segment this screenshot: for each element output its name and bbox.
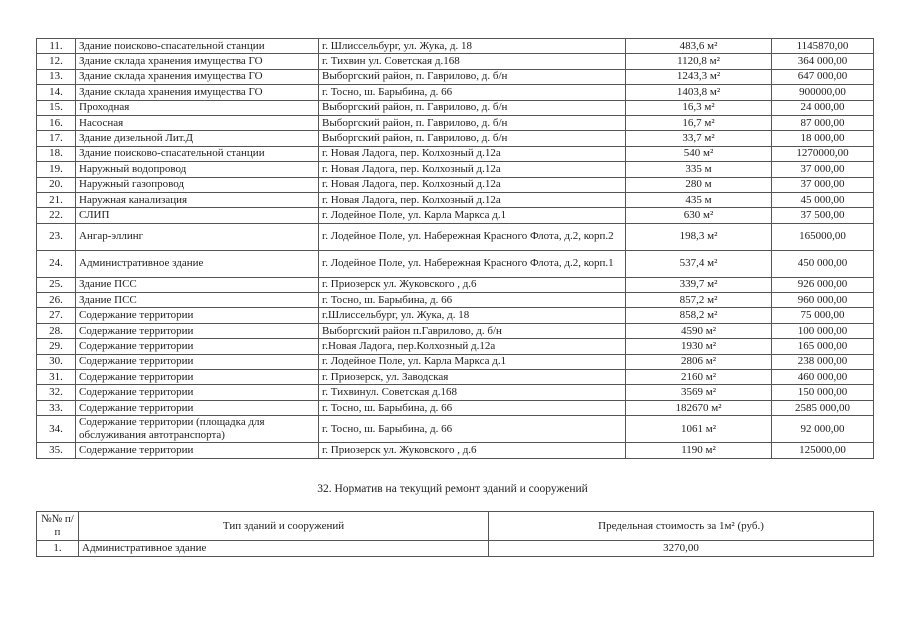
row-number: 28. [37,323,76,338]
row-name: Здание поисково-спасательной станции [76,146,319,161]
row-cost: 960 000,00 [772,293,874,308]
row-address: Выборгский район п.Гаврилово, д. б/н [319,323,626,338]
row-cost: 75 000,00 [772,308,874,323]
row-area: 33,7 м² [626,131,772,146]
row-cost: 1270000,00 [772,146,874,161]
row-name: Содержание территории [76,339,319,354]
objects-table [36,38,874,459]
table-row [37,177,874,192]
row-cost: 18 000,00 [772,131,874,146]
row-number: 17. [37,131,76,146]
table-row [37,208,874,223]
table-row [37,250,874,277]
row-area: 3569 м² [626,385,772,400]
table-row [37,416,874,443]
row-cost: 125000,00 [772,443,874,458]
row-area: 4590 м² [626,323,772,338]
row-address: Выборгский район, п. Гаврилово, д. б/н [319,100,626,115]
table-row [37,323,874,338]
row-address: г. Тосно, ш. Барыбина, д. 66 [319,85,626,100]
row-area: 857,2 м² [626,293,772,308]
row-number: 22. [37,208,76,223]
row-area: 1243,3 м² [626,69,772,84]
row-number: 33. [37,400,76,415]
row-number: 18. [37,146,76,161]
row-address: г. Приозерск, ул. Заводская [319,370,626,385]
row-cost: 37 000,00 [772,177,874,192]
row-area: 335 м [626,162,772,177]
row-name: Ангар-эллинг [76,223,319,250]
table-row [37,192,874,207]
row-area: 858,2 м² [626,308,772,323]
row-number: 35. [37,443,76,458]
row-cost: 900000,00 [772,85,874,100]
row-area: 16,7 м² [626,115,772,130]
row-number: 11. [37,39,76,54]
norm-header-num: №№ п/п [37,512,79,541]
row-address: г. Новая Ладога, пер. Колхозный д.12а [319,162,626,177]
row-area: 2806 м² [626,354,772,369]
table-row [37,146,874,161]
table-row [37,85,874,100]
row-cost: 92 000,00 [772,416,874,443]
table-row [37,339,874,354]
row-cost: 37 500,00 [772,208,874,223]
row-name: Наружный водопровод [76,162,319,177]
table-row [37,223,874,250]
table-row [37,277,874,292]
row-area: 435 м [626,192,772,207]
row-number: 34. [37,416,76,443]
row-address: г. Новая Ладога, пер. Колхозный д.12а [319,177,626,192]
row-cost: 450 000,00 [772,250,874,277]
row-area: 1930 м² [626,339,772,354]
row-address: г. Новая Ладога, пер. Колхозный д.12а [319,146,626,161]
row-number: 24. [37,250,76,277]
row-name: Здание ПСС [76,277,319,292]
table-row [37,54,874,69]
table-row [37,100,874,115]
table-row [37,115,874,130]
row-name: Содержание территории [76,385,319,400]
row-number: 20. [37,177,76,192]
row-number: 30. [37,354,76,369]
row-address: г. Тихвинул. Советская д.168 [319,385,626,400]
norm-header-row [37,512,874,541]
norm-header-type: Тип зданий и сооружений [79,512,489,541]
norm-table [36,511,874,557]
table-row [37,354,874,369]
row-cost: 87 000,00 [772,115,874,130]
table-row [37,293,874,308]
row-cost: 24 000,00 [772,100,874,115]
row-name: Здание склада хранения имущества ГО [76,54,319,69]
row-cost: 150 000,00 [772,385,874,400]
row-area: 1190 м² [626,443,772,458]
table-row [37,443,874,458]
row-cost: 45 000,00 [772,192,874,207]
row-cost: 364 000,00 [772,54,874,69]
row-number: 19. [37,162,76,177]
row-name: Административное здание [76,250,319,277]
row-name: Содержание территории [76,323,319,338]
row-number: 21. [37,192,76,207]
table-row [37,131,874,146]
section-title: 32. Норматив на текущий ремонт зданий и сооружений [317,483,588,495]
row-area: 1403,8 м² [626,85,772,100]
row-number: 27. [37,308,76,323]
row-address: г. Лодейное Поле, ул. Карла Маркса д.1 [319,208,626,223]
row-area: 2160 м² [626,370,772,385]
row-number: 12. [37,54,76,69]
row-address: г. Шлиссельбург, ул. Жука, д. 18 [319,39,626,54]
row-cost: 1145870,00 [772,39,874,54]
row-number: 14. [37,85,76,100]
row-area: 630 м² [626,208,772,223]
row-address: г. Лодейное Поле, ул. Набережная Красного Флота, д.2, корп.2 [319,223,626,250]
row-name: Здание склада хранения имущества ГО [76,69,319,84]
table-row [37,162,874,177]
row-address: Выборгский район, п. Гаврилово, д. б/н [319,69,626,84]
row-number: 23. [37,223,76,250]
row-number: 15. [37,100,76,115]
row-name: Здание поисково-спасательной станции [76,39,319,54]
row-name: Содержание территории (площадка для обслуживания автотранспорта) [76,416,319,443]
row-name: Здание ПСС [76,293,319,308]
row-cost: 165 000,00 [772,339,874,354]
table-row [37,385,874,400]
row-name: Содержание территории [76,400,319,415]
row-cost: 238 000,00 [772,354,874,369]
table-row [37,39,874,54]
norm-header-cost: Предельная стоимость за 1м² (руб.) [489,512,874,541]
row-address: Выборгский район, п. Гаврилово, д. б/н [319,131,626,146]
table-row [37,308,874,323]
row-number: 13. [37,69,76,84]
row-address: Выборгский район, п. Гаврилово, д. б/н [319,115,626,130]
norm-row-type: Административное здание [79,541,489,557]
row-name: Насосная [76,115,319,130]
row-address: г. Приозерск ул. Жуковского , д.6 [319,443,626,458]
row-area: 339,7 м² [626,277,772,292]
objects-table-body [37,39,874,459]
row-address: г. Новая Ладога, пер. Колхозный д.12а [319,192,626,207]
row-address: г. Тосно, ш. Барыбина, д. 66 [319,416,626,443]
row-number: 31. [37,370,76,385]
row-area: 198,3 м² [626,223,772,250]
row-name: Проходная [76,100,319,115]
table-row [37,400,874,415]
row-cost: 460 000,00 [772,370,874,385]
row-number: 29. [37,339,76,354]
table-row [37,370,874,385]
row-name: Наружная канализация [76,192,319,207]
row-area: 483,6 м² [626,39,772,54]
row-cost: 926 000,00 [772,277,874,292]
row-cost: 37 000,00 [772,162,874,177]
row-name: Содержание территории [76,308,319,323]
row-name: Содержание территории [76,370,319,385]
norm-row-num: 1. [37,541,79,557]
row-number: 25. [37,277,76,292]
row-address: г. Приозерск ул. Жуковского , д.6 [319,277,626,292]
row-cost: 100 000,00 [772,323,874,338]
row-area: 537,4 м² [626,250,772,277]
norm-row [37,541,874,557]
row-number: 26. [37,293,76,308]
row-address: г.Новая Ладога, пер.Колхозный д.12а [319,339,626,354]
row-area: 280 м [626,177,772,192]
row-number: 16. [37,115,76,130]
row-area: 540 м² [626,146,772,161]
row-name: Наружный газопровод [76,177,319,192]
row-name: Содержание территории [76,443,319,458]
norm-row-cost: 3270,00 [489,541,874,557]
row-address: г.Шлиссельбург, ул. Жука, д. 18 [319,308,626,323]
row-area: 182670 м² [626,400,772,415]
row-cost: 2585 000,00 [772,400,874,415]
row-name: Содержание территории [76,354,319,369]
row-address: г. Лодейное Поле, ул. Карла Маркса д.1 [319,354,626,369]
row-address: г. Лодейное Поле, ул. Набережная Красного Флота, д.2, корп.1 [319,250,626,277]
row-area: 1061 м² [626,416,772,443]
row-name: Здание дизельной Лит.Д [76,131,319,146]
table-row [37,69,874,84]
row-address: г. Тосно, ш. Барыбина, д. 66 [319,400,626,415]
row-cost: 647 000,00 [772,69,874,84]
row-area: 1120,8 м² [626,54,772,69]
row-address: г. Тихвин ул. Советская д.168 [319,54,626,69]
row-area: 16,3 м² [626,100,772,115]
row-cost: 165000,00 [772,223,874,250]
row-number: 32. [37,385,76,400]
row-name: СЛИП [76,208,319,223]
row-address: г. Тосно, ш. Барыбина, д. 66 [319,293,626,308]
row-name: Здание склада хранения имущества ГО [76,85,319,100]
